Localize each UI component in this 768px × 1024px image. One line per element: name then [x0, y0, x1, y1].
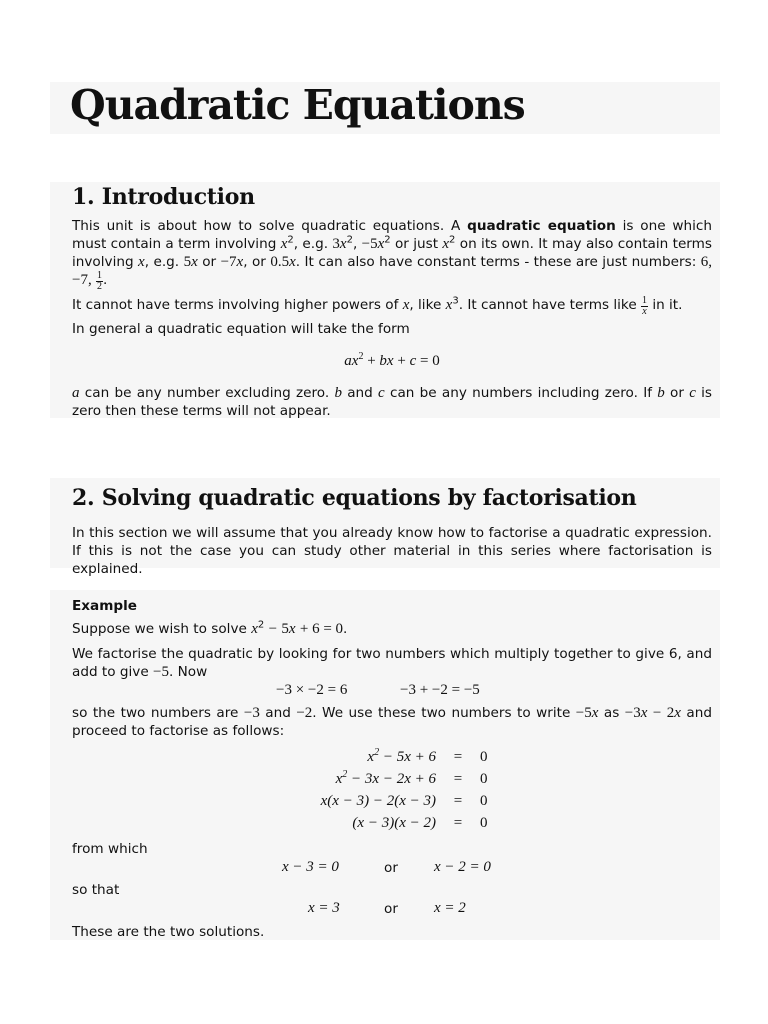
intro-paragraph-1: This unit is about how to solve quadratic equations. A quadratic equation is one which must contain a term involving $x^2$, e.g. $3x^2$, $-5x^2$ or just $x^2$ on its own. It may also contain terms involving x, e.g. 5x or −7x, or 0.5x. It can also have constant terms - these are just numbers: 6, −7, $\frac{1}{2}$ .	[72, 218, 713, 292]
example-line-1: Suppose we wish to solve $x^2 - 5x + 6 = 0$.	[72, 619, 348, 637]
solution-2: x = 2	[434, 900, 466, 916]
intro-paragraph-2: It cannot have terms involving higher powers of x, like $x^3$. It cannot have terms like $\frac{1}{x}$ in it.	[72, 295, 683, 317]
page-title: Quadratic Equations	[70, 81, 525, 129]
step-row	[290, 768, 488, 790]
sum-equation: −3 + −2 = −5	[400, 682, 480, 698]
general-form-equation: $ax^2$ + bx + c = 0	[344, 351, 440, 369]
closing-text: These are the two solutions.	[72, 924, 265, 940]
factorisation-steps	[290, 746, 488, 834]
equals-sign: =	[453, 748, 463, 765]
equals-sign: =	[453, 770, 463, 787]
step-lhs: $x^2 - 5x + 6$	[367, 746, 436, 765]
equals-sign: =	[453, 792, 463, 809]
step-rhs: 0	[480, 770, 488, 787]
intro-paragraph-3: In general a quadratic equation will take the form	[72, 321, 410, 337]
example-line-3: so the two numbers are −3 and −2. We use these two numbers to write −5x as −3x − 2x and proceed to factorise as follows:	[72, 705, 712, 739]
step-rhs: 0	[480, 748, 488, 765]
step-rhs: 0	[480, 814, 488, 831]
section2-heading: 2. Solving quadratic equations by factorisation	[72, 485, 637, 511]
product-equation: −3 × −2 = 6	[276, 682, 348, 698]
or-text: or	[384, 901, 398, 917]
intro-heading: 1. Introduction	[72, 184, 255, 210]
step-lhs: x(x − 3) − 2(x − 3)	[320, 792, 436, 809]
example-line-2: We factorise the quadratic by looking for two numbers which multiply together to give 6, and add to give −5. Now	[72, 646, 712, 680]
section2-paragraph: In this section we will assume that you already know how to factorise a quadratic expression. If this is not the case you can study other material in this series where factorisation is explained.	[72, 525, 712, 577]
or-text: or	[384, 860, 398, 876]
equals-sign: =	[453, 814, 463, 831]
step-row	[290, 746, 488, 768]
factor-equation-1: x − 3 = 0	[282, 859, 339, 875]
step-row	[290, 790, 488, 812]
step-rhs: 0	[480, 792, 488, 809]
from-which-text: from which	[72, 841, 148, 857]
solution-1: x = 3	[308, 900, 340, 916]
step-row	[290, 812, 488, 834]
step-lhs: (x − 3)(x − 2)	[352, 814, 436, 831]
step-lhs: $x^2 - 3x - 2x + 6$	[335, 768, 436, 787]
example-label: Example	[72, 598, 138, 614]
intro-paragraph-4: a can be any number excluding zero. b and c can be any numbers including zero. If b or c is zero then these terms will not appear.	[72, 385, 712, 419]
so-that-text: so that	[72, 882, 120, 898]
factor-equation-2: x − 2 = 0	[434, 859, 491, 875]
